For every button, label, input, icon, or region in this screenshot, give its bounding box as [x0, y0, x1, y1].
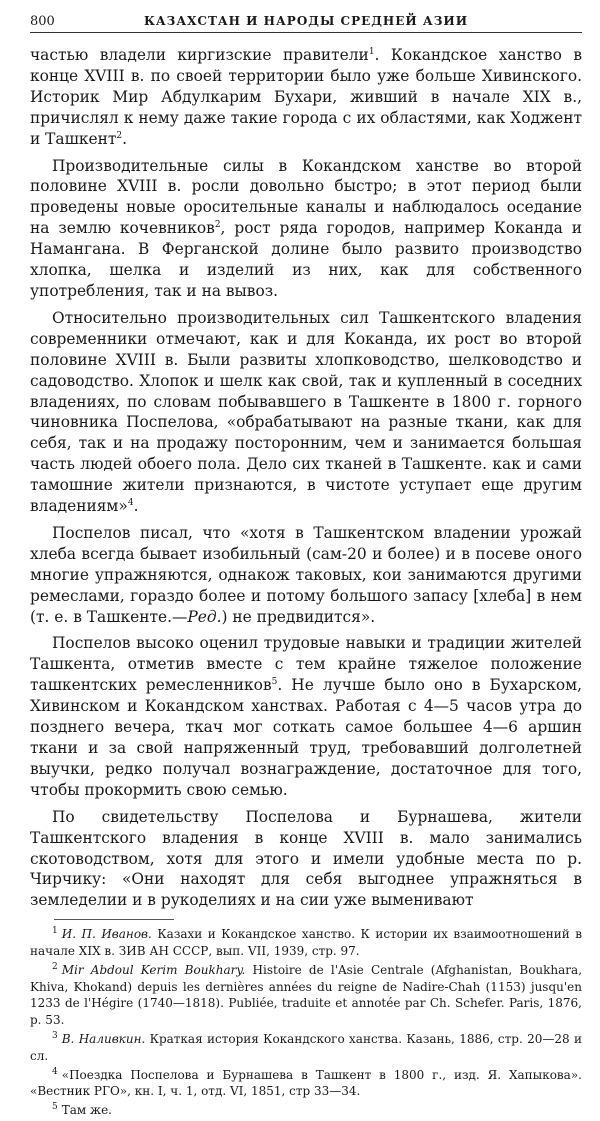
- footnote-number: 2: [52, 961, 58, 972]
- main-text: [30, 45, 582, 911]
- running-title: КАЗАХСТАН И НАРОДЫ СРЕДНЕЙ АЗИИ: [143, 14, 469, 28]
- footnote-text: «Поездка Поспелова и Бурнашева в Ташкент в 1800 г., изд. Я. Хапыкова». «Вестник РГО», кн. I, ч. 1, отд. VI, 1851, стр 33—34.: [30, 1067, 582, 1099]
- footnote-author: В. Наливкин.: [61, 1032, 146, 1047]
- paragraph-text: ) не предвидится».: [221, 607, 376, 626]
- editor-note: Ред.: [187, 607, 222, 626]
- footnote-ref: 4: [127, 497, 134, 508]
- paragraph-text: .: [133, 497, 139, 516]
- footnote-number: 3: [52, 1031, 58, 1042]
- footnote-number: 4: [52, 1066, 58, 1077]
- footnote: [30, 1031, 582, 1065]
- footnotes: [30, 926, 582, 1119]
- paragraph-text: частью владели киргизские правители: [30, 46, 369, 64]
- paragraph-text: .: [122, 129, 128, 148]
- footnote-ref: 5: [271, 677, 278, 688]
- page-number: 800: [30, 14, 55, 29]
- footnote-number: 5: [52, 1102, 58, 1113]
- footnote: [30, 1067, 582, 1101]
- paragraph: [30, 523, 582, 628]
- paragraph-text: , рост ряда городов, например Коканда и Намангана. В Ферганской долине было развито производство хлопка, шелка и изделий из них, как для собственного употребления, так и на вывоз.: [30, 219, 582, 300]
- paragraph: [30, 45, 582, 150]
- footnote-text: Histoire de l'Asie Centrale (Afghanistan, Boukhara, Khiva, Khokand) depuis les dernières années du reigne de Nadire-Chah (1153) jusqu'en 1233 de l'Hégire (1740—1818). Publiée, traduite et annotée par Ch. Schefer. Paris, 1876, p. 53.: [30, 962, 583, 1028]
- paragraph: [30, 308, 582, 517]
- footnote-text: Казахи и Кокандское ханство. К истории их взаимоотношений в начале XIX в. ЗИВ АН СССР, вып. VII, 1939, стр. 97.: [30, 927, 583, 959]
- page: [30, 14, 582, 1121]
- paragraph-text: По свидетельству Поспелова и Бурнашева, жители Ташкентского владения в конце XVIII в. мало занимались скотоводством, хотя для этого и имели удобные места по р. Чирчику: «Они находят для себя выгоднее упражняться в земледелии и в рукоделиях и на сии уже выменивают: [30, 807, 582, 910]
- footnote-ref: 2: [214, 220, 221, 231]
- footnote-author: Mir Abdoul Kerim Boukhary.: [61, 962, 246, 977]
- paragraph: [30, 633, 582, 800]
- footnote-author: И. П. Иванов.: [61, 927, 152, 942]
- footnote-text: Там же.: [61, 1103, 112, 1118]
- footnote: [30, 962, 582, 1029]
- footnote-ref: 2: [116, 130, 123, 141]
- paragraph-text: . Не лучше было оно в Бухарском, Хивинском и Кокандском ханствах. Работая с 4—5 часов утра до позднего вечера, ткач мог соткать самое большее 4—6 аршин ткани и за свой напряженный труд, требовавший долголетней выучки, редко получал вознаграждение, достаточное для того, чтобы прокормить свою семью.: [30, 676, 583, 799]
- footnote-number: 1: [52, 926, 58, 937]
- page-header: [30, 14, 582, 33]
- footnote: [30, 1102, 582, 1119]
- paragraph-text: Поспелов писал, что «хотя в Ташкентском владении урожай хлеба всегда бывает изобильный (сам-20 и более) и в посеве оного многие упражняются, однакож таковых, кои занимаются другими ремеслами, гораздо более и потому большого запасу [хлеба] в нем (т. е. в Ташкенте.—: [30, 523, 582, 626]
- footnote-text: Краткая история Кокандского ханства. Казань, 1886, стр. 20—28 и сл.: [30, 1032, 582, 1063]
- footnote-divider: [54, 919, 174, 920]
- paragraph-text: Относительно производительных сил Ташкентского владения современники отмечают, как и для Коканда, их рост во второй половине XVIII в. Были развиты хлопководство, шелководство и садоводство. Хлопок и шелк как свой, так и купленный в соседних владениях, по словам побывавшего в Ташкенте в 1800 г. горного чиновника Поспелова, «обрабатывают на разные ткани, как для себя, так и на продажу посторонним, чем и занимается большая часть людей обоего пола. Дело сих тканей в Ташкенте. как и сами тамошние жители признаются, в чистоте уступает еще другим владениям»: [30, 308, 582, 516]
- footnote: [30, 926, 582, 960]
- paragraph-text: . Кокандское ханство в конце XVIII в. по своей территории было уже больше Хивинского. Историк Мир Абдулкарим Бухари, живший в начале XIX в., причислял к нему даже такие города с их областями, как Ходжент и Ташкент: [30, 46, 582, 148]
- paragraph-text: Поспелов высоко оценил трудовые навыки и традиции жителей Ташкента, отметив вместе с тем крайне тяжелое положение ташкентских ремесленников: [30, 634, 582, 695]
- footnote-ref: 1: [368, 46, 375, 57]
- paragraph: [30, 156, 582, 302]
- paragraph: [30, 807, 582, 912]
- paragraph-text: Производительные силы в Кокандском ханстве во второй половине XVIII в. росли довольно быстро; в этот период были проведены новые оросительные каналы и наблюдалось оседание на землю кочевников: [30, 156, 582, 238]
